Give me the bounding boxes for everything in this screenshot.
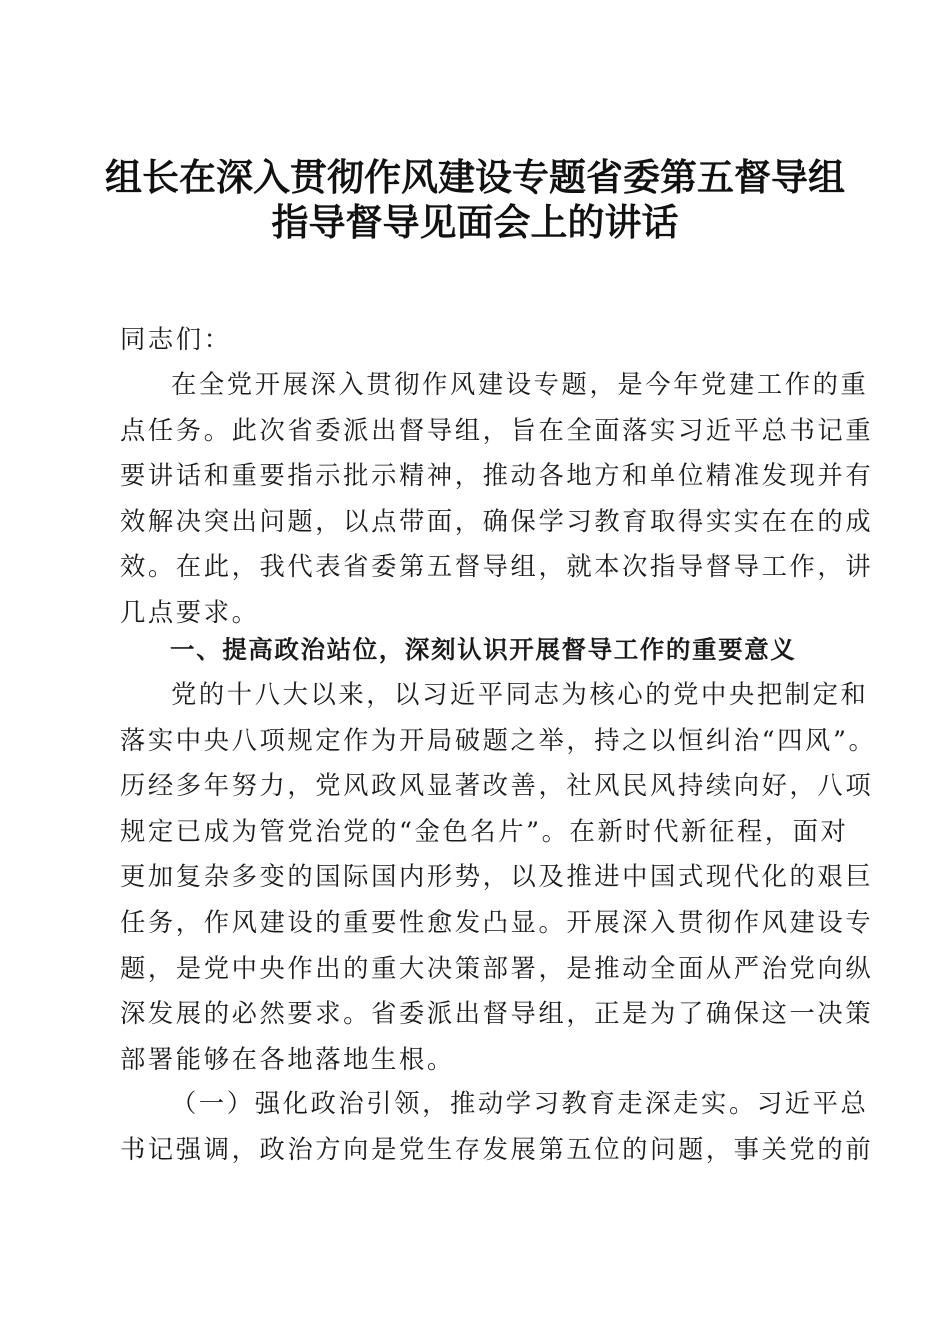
paragraph-line: 效。在此，我代表省委第五督导组，就本次指导督导工作，讲: [120, 552, 874, 582]
subheading: （一）强化政治引领，推动学习教育走深走实。: [171, 1089, 757, 1118]
paragraph-intro: [120, 362, 874, 636]
paragraph-line: 规定已成为管党治党的“金色名片”。在新时代新征程，面对: [120, 816, 849, 846]
paragraph-line: 书记强调，政治方向是党生存发展第五位的问题，事关党的前: [120, 1134, 874, 1164]
paragraph-section-1: [120, 672, 877, 1082]
paragraph-subsection-1: [120, 1081, 874, 1172]
section-heading-1: 一、提高政治站位，深刻认识开展督导工作的重要意义: [170, 635, 797, 664]
paragraph-line: 几点要求。: [120, 597, 260, 627]
paragraph-line: 要讲话和重要指示批示精神，推动各地方和单位精准发现并有: [120, 461, 874, 491]
salutation: 同志们：: [120, 325, 232, 354]
paragraph-line: 更加复杂多变的国际国内形势，以及推进中国式现代化的艰巨: [120, 862, 874, 892]
paragraph-line: 在全党开展深入贯彻作风建设专题，是今年党建工作的重: [171, 370, 869, 399]
document-title-line-2: 指导督导见面会上的讲话: [271, 200, 679, 244]
paragraph-line: 任务，作风建设的重要性愈发凸显。开展深入贯彻作风建设专: [120, 907, 874, 937]
paragraph-line: 效解决突出问题，以点带面，确保学习教育取得实实在在的成: [120, 506, 874, 536]
paragraph-text: 习近平总: [756, 1089, 869, 1118]
paragraph-line: 历经多年努力，党风政风显著改善，社风民风持续向好，八项: [120, 771, 874, 801]
paragraph-line: [120, 1081, 869, 1127]
paragraph-line: 深发展的必然要求。省委派出督导组，正是为了确保这一决策: [120, 999, 874, 1029]
paragraph-line: 党的十八大以来，以习近平同志为核心的党中央把制定和: [171, 680, 869, 709]
paragraph-line: 点任务。此次省委派出督导组，旨在全面落实习近平总书记重: [120, 415, 874, 445]
paragraph-line: 部署能够在各地落地生根。: [120, 1044, 455, 1074]
document-title-line-1: 组长在深入贯彻作风建设专题省委第五督导组: [105, 155, 845, 199]
paragraph-line: 题，是党中央作出的重大决策部署，是推动全面从严治党向纵: [120, 953, 874, 983]
paragraph-line: 落实中央八项规定作为开局破题之举，持之以恒纠治“四风”。: [120, 725, 877, 755]
